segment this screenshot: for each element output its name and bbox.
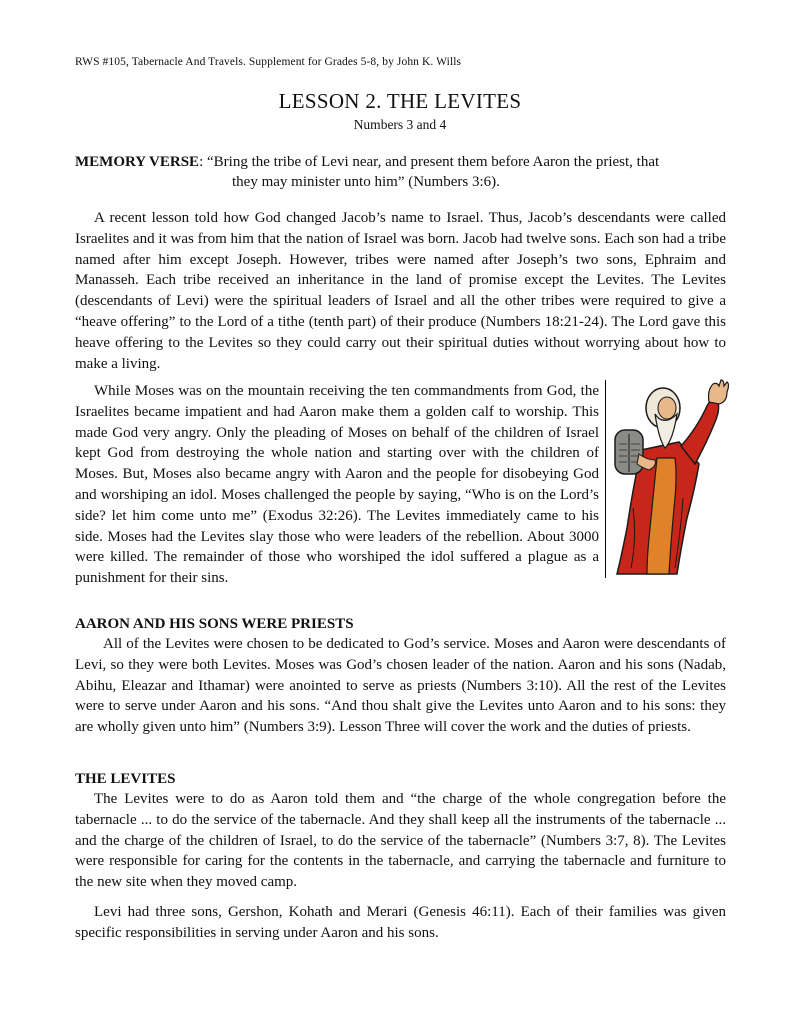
priests-paragraph: All of the Levites were chosen to be dedicated to God’s service. Moses and Aaron were descendants of Levi, so they were both Levites. Moses was God’s chosen leader of the nation. Aaron and his sons (Nadab, Abihu, Eleazar and Ithamar) were anointed to serve as priests (Numbers 3:10). All the rest of the Levites were to serve under Aaron and his sons. “And thou shalt give the Levites unto Aaron and to his sons: they are wholly given unto him” (Numbers 3:9). Lesson Three will cover the work and the duties of priests. — [75, 636, 726, 736]
lesson-title: LESSON 2. THE LEVITES — [278, 89, 522, 113]
intro-paragraph: A recent lesson told how God changed Jacob’s name to Israel. Thus, Jacob’s descendants were called Israelites and it was from him that the nation of Israel was born. Jacob had twelve sons. Each son had a tribe named after him except Joseph. However, tribes were named after Joseph’s two sons, Ephraim and Manasseh. Each tribe received an inheritance in the land of promise except the Levites. The Levites (descendants of Levi) were the spiritual leaders of Israel and all the other tribes were required to give a “heave offering” to the Lord of a tithe (tenth part) of their produce (Numbers 18:21-24). The Lord gave this heave offering to the Levites so they could carry out their spiritual duties without worrying about how to make a living. — [75, 210, 726, 372]
golden-calf-paragraph: While Moses was on the mountain receiving the ten commandments from God, the Israelites became impatient and had Aaron make them a golden calf to worship. This made God very angry. Only the pleading of Moses on behalf of the children of Israel kept God from destroying the whole nation and starting over with the children of Moses. But, Moses also became angry with Aaron and the people for disobeying God and worshiping an idol. Moses challenged the people by saying, “Who is on the Lord’s side? let him come unto me” (Exodus 32:26). The Levites immediately came to his side. Moses had the Levites slay those who were leaders of the rebellion. About 3000 were killed. The remainder of those who worshiped the idol suffered a plague as a punishment for their sins. — [75, 383, 599, 587]
levites-heading: THE LEVITES — [75, 771, 176, 787]
memory-verse-label: MEMORY VERSE — [75, 154, 200, 170]
moses-illustration — [603, 378, 731, 578]
levites-paragraph: The Levites were to do as Aaron told them and “the charge of the whole congregation before the tabernacle ... to do the service of the tabernacle. And they shall keep all the instruments of the tabernacle ... and the charge of the children of Israel, to do the service of the tabernacle” (Numbers 3:7, 8). The Levites were responsible for caring for the contents in the tabernacle, and carrying the tabernacle and furniture to the new site when they moved camp. — [75, 791, 726, 891]
lesson-reference: Numbers 3 and 4 — [353, 117, 447, 132]
three-sons-paragraph: Levi had three sons, Gershon, Kohath and Merari (Genesis 46:11). Each of their families was given specific responsibilities in serving under Aaron and his sons. — [75, 904, 726, 941]
memory-verse-line2: they may minister unto him” (Numbers 3:6). — [232, 174, 500, 190]
memory-verse-line1: : “Bring the tribe of Levi near, and present them before Aaron the priest, that — [199, 154, 660, 170]
series-header: RWS #105, Tabernacle And Travels. Supplement for Grades 5-8, by John K. Wills — [75, 56, 462, 68]
priests-heading: AARON AND HIS SONS WERE PRIESTS — [75, 616, 354, 632]
memory-verse — [75, 152, 735, 192]
